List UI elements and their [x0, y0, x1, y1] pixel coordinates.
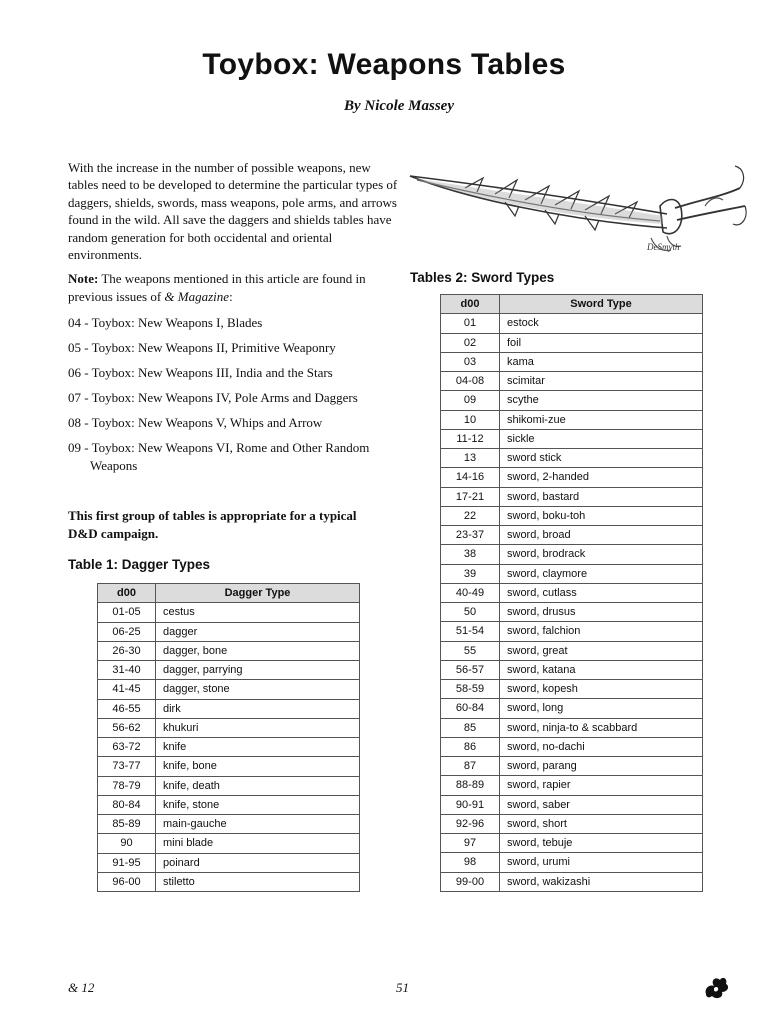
table-row: [441, 526, 703, 545]
table-row: [441, 757, 703, 776]
roll-range-cell: 96-00: [98, 872, 156, 891]
table-row: [441, 834, 703, 853]
weapon-type-cell: dagger, bone: [156, 641, 360, 660]
roll-range-cell: 58-59: [441, 680, 500, 699]
column-header: d00: [98, 584, 156, 603]
roll-range-cell: 85: [441, 718, 500, 737]
footer-page-number: 51: [396, 980, 409, 995]
roll-range-cell: 92-96: [441, 814, 500, 833]
table-row: [98, 641, 360, 660]
weapon-type-cell: sword, rapier: [500, 776, 703, 795]
roll-range-cell: 90-91: [441, 795, 500, 814]
table-row: [441, 372, 703, 391]
weapon-type-cell: sickle: [500, 429, 703, 448]
table-row: [441, 468, 703, 487]
roll-range-cell: 90: [98, 834, 156, 853]
note-paragraph: [68, 270, 398, 306]
roll-range-cell: 63-72: [98, 738, 156, 757]
roll-range-cell: 60-84: [441, 699, 500, 718]
roll-range-cell: 55: [441, 641, 500, 660]
dragon-ampersand-logo-icon: [702, 974, 730, 1000]
table-row: [441, 314, 703, 333]
byline: By Nicole Massey: [344, 98, 454, 114]
weapon-type-cell: sword, wakizashi: [500, 872, 703, 891]
weapon-type-cell: sword, bastard: [500, 487, 703, 506]
issue-item: 08 - Toybox: New Weapons V, Whips and Arrow: [68, 415, 323, 430]
table-row: [441, 641, 703, 660]
table-row: [98, 680, 360, 699]
artist-signature: DeSmyth: [647, 242, 680, 252]
weapon-type-cell: knife, bone: [156, 757, 360, 776]
weapon-type-cell: sword, great: [500, 641, 703, 660]
weapon-type-cell: sword stick: [500, 449, 703, 468]
table-row: [441, 410, 703, 429]
weapon-type-cell: sword, drusus: [500, 603, 703, 622]
weapon-type-cell: knife: [156, 738, 360, 757]
table-row: [98, 699, 360, 718]
roll-range-cell: 50: [441, 603, 500, 622]
weapon-type-cell: knife, death: [156, 776, 360, 795]
issue-item: 05 - Toybox: New Weapons II, Primitive Weaponry: [68, 340, 336, 355]
roll-range-cell: 11-12: [441, 429, 500, 448]
table-header-row: [441, 295, 703, 314]
table-row: [441, 737, 703, 756]
table-row: [98, 738, 360, 757]
table-row: [98, 718, 360, 737]
weapon-type-cell: sword, ninja-to & scabbard: [500, 718, 703, 737]
weapon-type-cell: sword, urumi: [500, 853, 703, 872]
issue-item: 07 - Toybox: New Weapons IV, Pole Arms and Daggers: [68, 390, 358, 405]
weapon-type-cell: sword, no-dachi: [500, 737, 703, 756]
weapon-type-cell: sword, claymore: [500, 564, 703, 583]
table-row: [441, 603, 703, 622]
weapon-type-cell: scimitar: [500, 372, 703, 391]
weapon-type-cell: main-gauche: [156, 815, 360, 834]
roll-range-cell: 78-79: [98, 776, 156, 795]
table-row: [441, 333, 703, 352]
table-row: [441, 545, 703, 564]
roll-range-cell: 23-37: [441, 526, 500, 545]
weapon-type-cell: sword, brodrack: [500, 545, 703, 564]
roll-range-cell: 01-05: [98, 603, 156, 622]
table-row: [98, 603, 360, 622]
weapon-type-cell: sword, saber: [500, 795, 703, 814]
table-row: [98, 776, 360, 795]
roll-range-cell: 98: [441, 853, 500, 872]
table-row: [441, 583, 703, 602]
roll-range-cell: 85-89: [98, 815, 156, 834]
weapon-type-cell: cestus: [156, 603, 360, 622]
table-row: [98, 661, 360, 680]
table-row: [98, 853, 360, 872]
weapon-type-cell: sword, cutlass: [500, 583, 703, 602]
weapon-type-cell: scythe: [500, 391, 703, 410]
table-row: [98, 834, 360, 853]
roll-range-cell: 41-45: [98, 680, 156, 699]
weapon-type-cell: dagger: [156, 622, 360, 641]
roll-range-cell: 31-40: [98, 661, 156, 680]
group-note: This first group of tables is appropriate for a typical D&D campaign.: [68, 508, 357, 541]
roll-range-cell: 73-77: [98, 757, 156, 776]
weapon-type-cell: estock: [500, 314, 703, 333]
column-header: d00: [441, 295, 500, 314]
roll-range-cell: 56-57: [441, 660, 500, 679]
roll-range-cell: 17-21: [441, 487, 500, 506]
issue-item: 04 - Toybox: New Weapons I, Blades: [68, 315, 263, 330]
weapon-type-cell: sword, short: [500, 814, 703, 833]
dagger-types-table: [97, 583, 360, 892]
weapon-type-cell: sword, boku-toh: [500, 506, 703, 525]
weapon-type-cell: dirk: [156, 699, 360, 718]
table-row: [441, 718, 703, 737]
weapon-type-cell: shikomi-zue: [500, 410, 703, 429]
roll-range-cell: 03: [441, 352, 500, 371]
column-header: Sword Type: [500, 295, 703, 314]
table-row: [441, 814, 703, 833]
table-row: [98, 795, 360, 814]
table-row: [441, 795, 703, 814]
roll-range-cell: 99-00: [441, 872, 500, 891]
table-row: [441, 564, 703, 583]
roll-range-cell: 51-54: [441, 622, 500, 641]
weapon-type-cell: poinard: [156, 853, 360, 872]
roll-range-cell: 38: [441, 545, 500, 564]
weapon-type-cell: sword, parang: [500, 757, 703, 776]
table-row: [441, 449, 703, 468]
roll-range-cell: 22: [441, 506, 500, 525]
table-row: [441, 853, 703, 872]
roll-range-cell: 09: [441, 391, 500, 410]
roll-range-cell: 14-16: [441, 468, 500, 487]
roll-range-cell: 97: [441, 834, 500, 853]
magazine-name: & Magazine: [164, 289, 230, 304]
roll-range-cell: 80-84: [98, 795, 156, 814]
footer-issue: & 12: [68, 980, 95, 995]
note-text: The weapons mentioned in this article are found in previous issues of: [68, 271, 366, 304]
table2-caption: Tables 2: Sword Types: [410, 270, 555, 285]
roll-range-cell: 86: [441, 737, 500, 756]
table-row: [441, 872, 703, 891]
page-title: Toybox: Weapons Tables: [202, 48, 566, 81]
roll-range-cell: 06-25: [98, 622, 156, 641]
weapon-type-cell: mini blade: [156, 834, 360, 853]
table-row: [441, 660, 703, 679]
table-row: [98, 872, 360, 891]
table-row: [441, 487, 703, 506]
table-row: [441, 776, 703, 795]
table-header-row: [98, 584, 360, 603]
weapon-type-cell: knife, stone: [156, 795, 360, 814]
weapon-type-cell: sword, falchion: [500, 622, 703, 641]
weapon-type-cell: foil: [500, 333, 703, 352]
weapon-type-cell: stiletto: [156, 872, 360, 891]
roll-range-cell: 91-95: [98, 853, 156, 872]
weapon-type-cell: sword, tebuje: [500, 834, 703, 853]
roll-range-cell: 04-08: [441, 372, 500, 391]
weapon-type-cell: sword, broad: [500, 526, 703, 545]
table-row: [441, 622, 703, 641]
weapon-type-cell: sword, kopesh: [500, 680, 703, 699]
weapon-type-cell: sword, katana: [500, 660, 703, 679]
roll-range-cell: 01: [441, 314, 500, 333]
table-row: [98, 815, 360, 834]
table-row: [441, 699, 703, 718]
table1-caption: Table 1: Dagger Types: [68, 557, 211, 572]
note-label: Note:: [68, 271, 99, 286]
intro-paragraph: With the increase in the number of possible weapons, new tables need to be developed to determine the particular types of daggers, shields, swords, mass weapons, pole arms, and arrows found in the wild. All save the daggers and shields tables have random generation for both occidental and oriental environments.: [68, 160, 398, 263]
weapon-type-cell: sword, 2-handed: [500, 468, 703, 487]
table-row: [441, 429, 703, 448]
ornate-sword-illustration: [405, 158, 750, 258]
roll-range-cell: 26-30: [98, 641, 156, 660]
issue-item: 06 - Toybox: New Weapons III, India and the Stars: [68, 365, 333, 380]
roll-range-cell: 88-89: [441, 776, 500, 795]
weapon-type-cell: khukuri: [156, 718, 360, 737]
table-row: [441, 680, 703, 699]
roll-range-cell: 13: [441, 449, 500, 468]
weapon-type-cell: dagger, stone: [156, 680, 360, 699]
sword-types-table: [440, 294, 703, 892]
roll-range-cell: 40-49: [441, 583, 500, 602]
note-end: :: [229, 289, 233, 304]
roll-range-cell: 87: [441, 757, 500, 776]
issue-item: 09 - Toybox: New Weapons VI, Rome and Other Random Weapons: [68, 440, 370, 473]
column-header: Dagger Type: [156, 584, 360, 603]
table-row: [441, 391, 703, 410]
table-row: [98, 757, 360, 776]
roll-range-cell: 02: [441, 333, 500, 352]
weapon-type-cell: dagger, parrying: [156, 661, 360, 680]
table-row: [441, 506, 703, 525]
roll-range-cell: 46-55: [98, 699, 156, 718]
weapon-type-cell: kama: [500, 352, 703, 371]
roll-range-cell: 39: [441, 564, 500, 583]
roll-range-cell: 56-62: [98, 718, 156, 737]
table-row: [98, 622, 360, 641]
weapon-type-cell: sword, long: [500, 699, 703, 718]
table-row: [441, 352, 703, 371]
issue-list: [68, 314, 398, 482]
roll-range-cell: 10: [441, 410, 500, 429]
